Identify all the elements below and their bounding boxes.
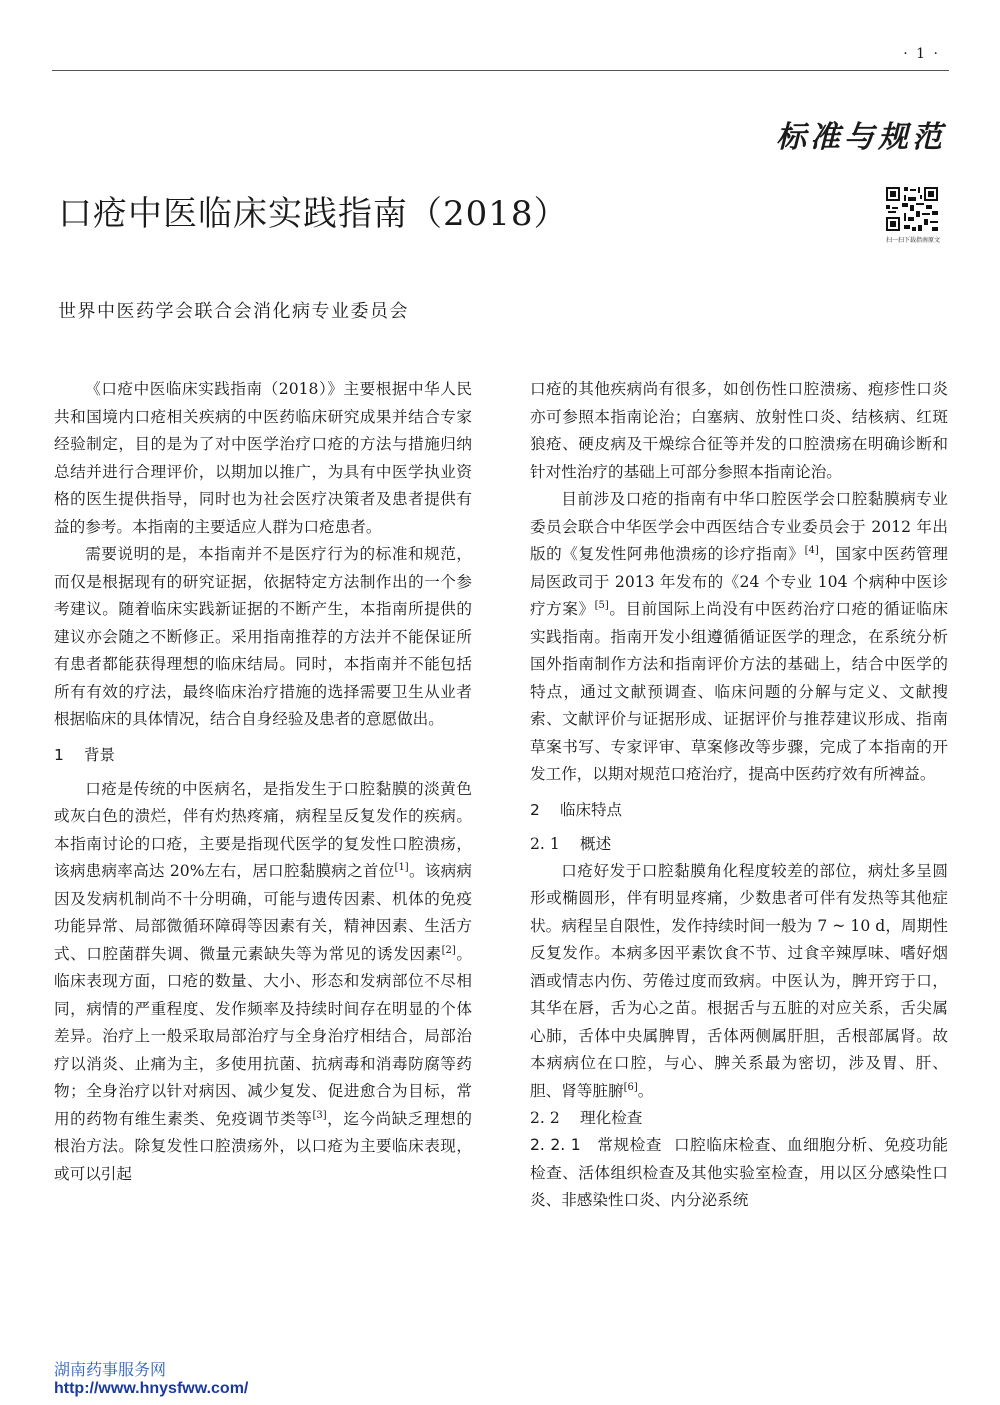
qr-code-block[interactable] xyxy=(884,185,942,244)
left-column xyxy=(54,376,472,1188)
subsection-heading-overview: 2. 1 概述 xyxy=(530,834,612,853)
subsubsection-label: 2. 2. 1 常规检查 xyxy=(530,1136,663,1154)
qr-caption: 扫一扫下载指南原文 xyxy=(885,237,940,244)
article-authors: 世界中医药学会联合会消化病专业委员会 xyxy=(58,301,409,322)
article-title: 口疮中医临床实践指南（2018） xyxy=(58,194,569,234)
watermark-site-name: 湖南药事服务网 xyxy=(54,1360,167,1379)
page-number: · 1 · xyxy=(903,46,940,62)
right-column xyxy=(530,376,948,1215)
qr-code-icon xyxy=(884,185,940,233)
overview-paragraph: 口疮好发于口腔黏膜角化程度较差的部位，病灶多呈圆形或椭圆形，伴有明显疼痛，少数患者可伴有发热等其他症状。病程呈自限性，发作持续时间一般为 7 ~ 10 d，周期性反复发作。本病多因平素饮食不节、过食辛辣厚味、嗜好烟酒或情志内伤、劳倦过度而致病。中医认为，脾开窍于口，其华在唇，舌为心之苗。根据舌与五脏的对应关系，舌尖属心肺，舌体中央属脾胃，舌体两侧属肝胆，舌根部属肾。故本病病位在口腔，与心、脾关系最为密切，涉及胃、肝、胆、肾等脏腑[6]。 xyxy=(530,861,948,1100)
column-label: 标准与规范 xyxy=(776,120,946,155)
citation-ref[interactable]: [2] xyxy=(441,944,456,956)
citation-ref[interactable]: [1] xyxy=(394,861,409,873)
background-paragraph: 口疮是传统的中医病名，是指发生于口腔黏膜的淡黄色或灰白色的溃烂，伴有灼热疼痛，病程呈反复发作的疾病。本指南讨论的口疮，主要是指现代医学的复发性口腔溃疡，该病患病率高达 20%左右，居口腔黏膜病之首位[1]。该病病因及发病机制尚不十分明确，可能与遗传因素、机体的免疫功能异常、局部微循环障碍等因素有关，精神因素、生活方式、口腔菌群失调、微量元素缺失等为常见的诱发因素[2]。临床表现方面，口疮的数量、大小、形态和发病部位不尽相同，病情的严重程度、发作频率及持续时间存在明显的个体差异。治疗上一般采取局部治疗与全身治疗相结合，局部治疗以消炎、止痛为主，多使用抗菌、抗病毒和消毒防腐等药物；全身治疗以针对病因、减少复发、促进愈合为目标，常用的药物有维生素类、免疫调节类等[3]，迄今尚缺乏理想的根治方法。除复发性口腔溃疡外，以口疮为主要临床表现，或可以引起 xyxy=(54,779,472,1183)
intro-paragraph: 《口疮中医临床实践指南（2018）》主要根据中华人民共和国境内口疮相关疾病的中医药临床研究成果并结合专家经验制定，目的是为了对中医学治疗口疮的方法与措施归纳总结并进行合理评价，以期加以推广，为具有中医学执业资格的医生提供指导，同时也为社会医疗决策者及患者提供有益的参考。本指南的主要适应人群为口疮患者。 xyxy=(54,380,472,536)
existing-guidelines-paragraph: 目前涉及口疮的指南有中华口腔医学会口腔黏膜病专业委员会联合中华医学会中西医结合专业委员会于 2012 年出版的《复发性阿弗他溃疡的诊疗指南》[4]，国家中医药管理局医政司于 2013 年发布的《24 个专业 104 个病种中医诊疗方案》[5]。目前国际上尚没有中医药治疗口疮的循证临床实践指南。指南开发小组遵循循证医学的理念，在系统分析国外指南制作方法和指南评价方法的基础上，结合中医学的特点，通过文献预调查、临床问题的分解与定义、文献搜索、文献评价与证据形成、证据评价与推荐建议形成、指南草案书写、专家评审、草案修改等步骤，完成了本指南的开发工作，以期对规范口疮治疗，提高中医药疗效有所裨益。 xyxy=(530,490,948,783)
citation-ref[interactable]: [3] xyxy=(312,1109,327,1121)
section-heading-background: 1 背景 xyxy=(54,745,116,764)
watermark-url[interactable]: http://www.hnysfww.com/ xyxy=(54,1380,249,1397)
watermark[interactable] xyxy=(54,1357,248,1398)
citation-ref[interactable]: [6] xyxy=(623,1081,638,1093)
routine-tests-paragraph: 2. 2. 1 常规检查 口腔临床检查、血细胞分析、免疫功能检查、活体组织检查及其他实验室检查，用以区分感染性口炎、非感染性口炎、内分泌系统 xyxy=(530,1136,948,1209)
citation-ref[interactable]: [4] xyxy=(804,544,819,556)
continuation-paragraph: 口疮的其他疾病尚有很多，如创伤性口腔溃疡、疱疹性口炎亦可参照本指南论治；白塞病、放射性口炎、结核病、红斑狼疮、硬皮病及干燥综合征等并发的口腔溃疡在明确诊断和针对性治疗的基础上可部分参照本指南论治。 xyxy=(530,380,948,481)
header-rule xyxy=(52,70,949,71)
subsection-heading-lab-tests: 2. 2 理化检查 xyxy=(530,1109,643,1127)
disclaimer-paragraph: 需要说明的是，本指南并不是医疗行为的标准和规范，而仅是根据现有的研究证据，依据特定方法制作出的一个参考建议。随着临床实践新证据的不断产生，本指南所提供的建议亦会随之不断修正。采用指南推荐的方法并不能保证所有患者都能获得理想的临床结局。同时，本指南并不能包括所有有效的疗法，最终临床治疗措施的选择需要卫生从业者根据临床的具体情况，结合自身经验及患者的意愿做出。 xyxy=(54,545,472,728)
section-heading-clinical-features: 2 临床特点 xyxy=(530,800,623,819)
citation-ref[interactable]: [5] xyxy=(594,599,609,611)
